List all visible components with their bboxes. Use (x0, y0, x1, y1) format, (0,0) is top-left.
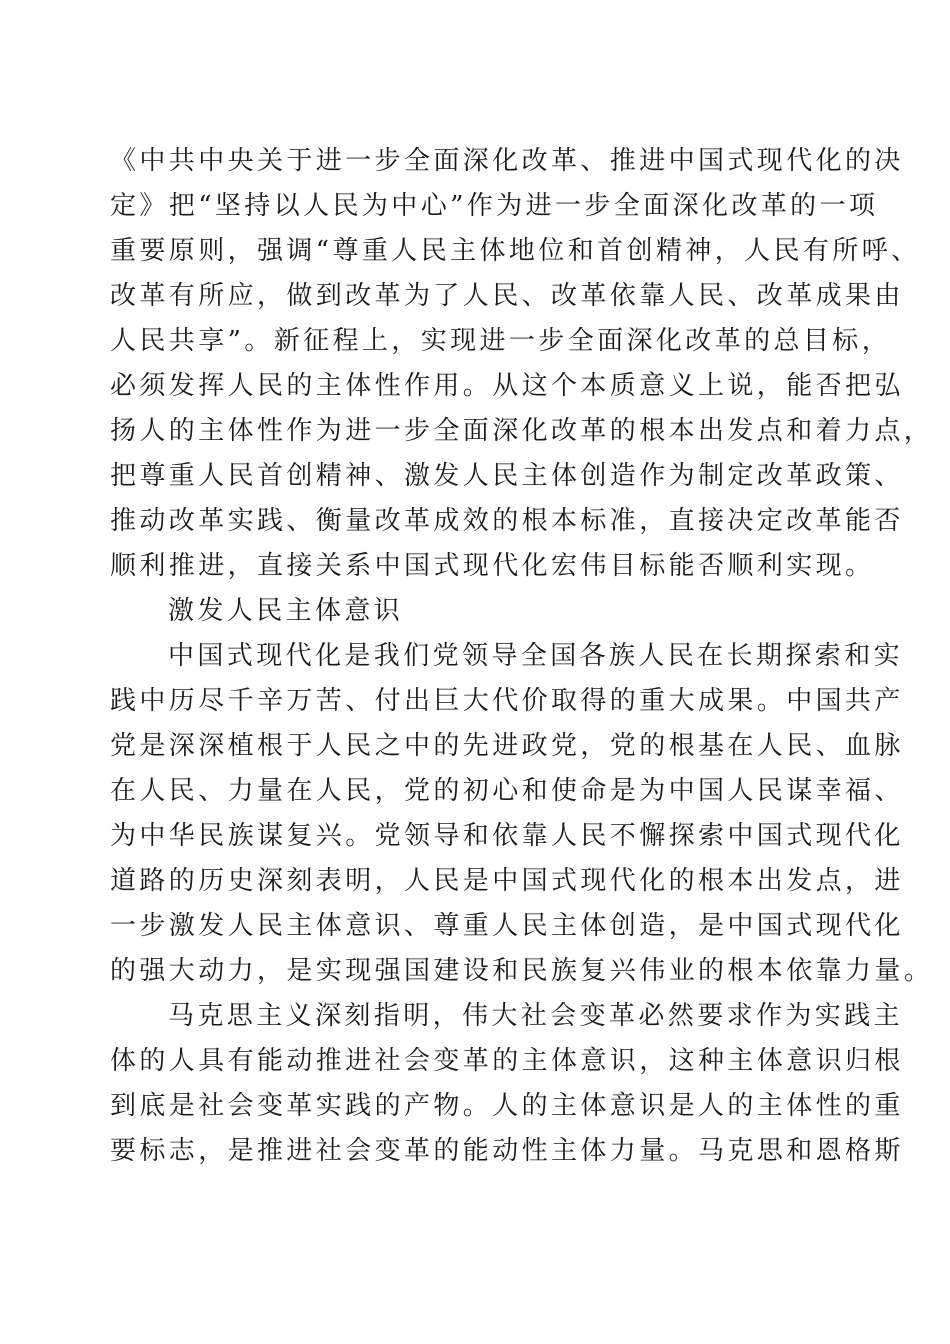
text-line: 道路的历史深刻表明，人民是中国式现代化的根本出发点，进 (110, 866, 904, 896)
text-line: 推动改革实践、衡量改革成效的根本标准，直接决定改革能否 (110, 506, 904, 536)
text-line: 必须发挥人民的主体性作用。从这个本质意义上说，能否把弘 (110, 371, 904, 401)
text-line: 定》把“坚持以人民为中心”作为进一步全面深化改革的一项 (110, 191, 879, 221)
text-line: 《中共中央关于进一步全面深化改革、推进中国式现代化的决 (110, 146, 904, 176)
text-line: 践中历尽千辛万苦、付出巨大代价取得的重大成果。中国共产 (110, 686, 904, 716)
text-line: 扬人的主体性作为进一步全面深化改革的根本出发点和着力点， (110, 416, 934, 446)
text-line: 中国式现代化是我们党领导全国各族人民在长期探索和实 (168, 641, 904, 671)
text-line: 顺利推进，直接关系中国式现代化宏伟目标能否顺利实现。 (110, 551, 875, 581)
text-line: 要标志，是推进社会变革的能动性主体力量。马克思和恩格斯 (110, 1136, 904, 1166)
text-line: 马克思主义深刻指明，伟大社会变革必然要求作为实践主 (168, 1001, 904, 1031)
text-line: 体的人具有能动推进社会变革的主体意识，这种主体意识归根 (110, 1046, 904, 1076)
text-line: 到底是社会变革实践的产物。人的主体意识是人的主体性的重 (110, 1091, 904, 1121)
text-line: 为中华民族谋复兴。党领导和依靠人民不懈探索中国式现代化 (110, 821, 904, 851)
text-line: 重要原则，强调“尊重人民主体地位和首创精神，人民有所呼、 (110, 236, 921, 266)
text-line: 把尊重人民首创精神、激发人民主体创造作为制定改革政策、 (110, 461, 904, 491)
text-line: 党是深深植根于人民之中的先进政党，党的根基在人民、血脉 (110, 731, 904, 761)
text-line: 改革有所应，做到改革为了人民、改革依靠人民、改革成果由 (110, 281, 904, 311)
text-line: 一步激发人民主体意识、尊重人民主体创造，是中国式现代化 (110, 911, 904, 941)
section-heading: 激发人民主体意识 (168, 596, 404, 626)
text-line: 在人民、力量在人民，党的初心和使命是为中国人民谋幸福、 (110, 776, 904, 806)
text-line: 人民共享”。新征程上，实现进一步全面深化改革的总目标， (110, 326, 892, 356)
text-line: 的强大动力，是实现强国建设和民族复兴伟业的根本依靠力量。 (110, 956, 934, 986)
